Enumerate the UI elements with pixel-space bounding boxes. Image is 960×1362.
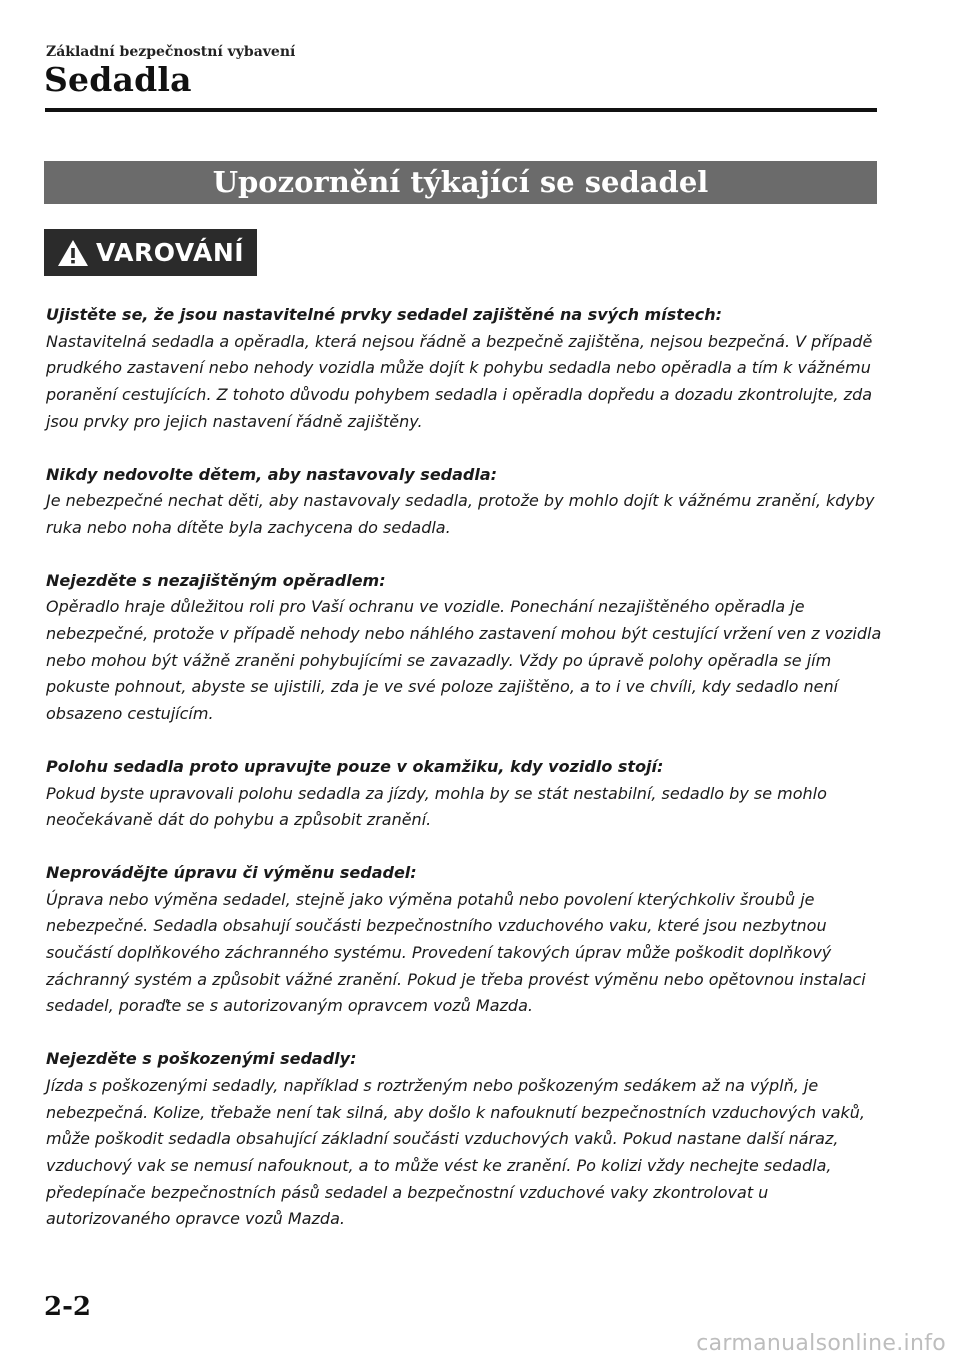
page-title: Sedadla [44,60,192,99]
warning-item-body: Je nebezpečné nechat děti, aby nastavovaly sedadla, protože by mohlo dojít k vážnému zranění, kdyby ruka nebo noha dítěte byla zachycena do sedadla. [46,491,875,537]
warning-item-heading: Neprovádějte úpravu či výměnu sedadel: [46,862,417,882]
warning-item-body: Úprava nebo výměna sedadel, stejně jako výměna potahů nebo povolení kterýchkoliv šroubů je nebezpečné. Sedadla obsahují součásti bezpečnostního vzduchového vaku, které jsou nezbytnou součástí doplňkového záchranného systému. Provedení takových úprav může poškodit doplňkový záchranný systém a způsobit vážné zranění. Pokud je třeba provést výměnu nebo opětovnou instalaci sedadel, poraďte se s autorizovaným opravcem vozů Mazda. [46,889,866,1016]
warning-item [46,568,886,728]
warning-item-heading: Ujistěte se, že jsou nastavitelné prvky sedadel zajištěné na svých místech: [46,305,722,324]
warning-content [46,302,886,1259]
warning-item [46,860,886,1020]
warning-item-heading: Polohu sedadla proto upravujte pouze v okamžiku, kdy vozidlo stojí: [46,756,664,776]
warning-item [46,754,886,834]
warning-item-body: Nastavitelná sedadla a opěradla, která nejsou řádně a bezpečně zajištěna, nejsou bezpečná. V případě prudkého zastavení nebo nehody vozidla může dojít k pohybu sedadla nebo opěradla a tím k vážnému poranění cestujících. Z tohoto důvodu pohybem sedadla i opěradla dopředu a dozadu zkontrolujte, zda jsou prvky pro jejich nastavení řádně zajištěny. [46,331,873,431]
warning-item [46,302,886,436]
header-divider [45,108,877,112]
warning-badge [44,229,257,276]
warning-item-heading: Nejezděte s nezajištěným opěradlem: [46,570,386,590]
watermark: carmanualsonline.info [696,1331,946,1356]
warning-label: VAROVÁNÍ [96,238,245,267]
page-number: 2-2 [44,1292,91,1322]
warning-item-body: Pokud byste upravovali polohu sedadla za jízdy, mohla by se stát nestabilní, sedadlo by se mohlo neočekávaně dát do pohybu a způsobit zranění. [46,783,827,830]
header-section-label: Základní bezpečnostní vybavení [46,44,296,60]
section-banner: Upozornění týkající se sedadel [44,161,877,204]
warning-item-body: Jízda s poškozenými sedadly, například s roztrženým nebo poškozeným sedákem až na výplň, je nebezpečná. Kolize, třebaže není tak silná, aby došlo k nafouknutí bezpečnostních vzduchových vaků, může poškodit sedadla obsahující základní součásti vzduchových vaků. Pokud nastane další náraz, vzduchový vak se nemusí nafouknout, a to může vést ke zranění. Po kolizi vždy nechejte sedadla, předepínače bezpečnostních pásů sedadel a bezpečnostní vzduchové vaky zkontrolovat u autorizovaného opravce vozů Mazda. [46,1075,866,1229]
warning-item-body: Opěradlo hraje důležitou roli pro Vaší ochranu ve vozidle. Ponechání nezajištěného opěradla je nebezpečné, protože v případě nehody nebo náhlého zastavení mohou být cestující vržení ven z vozidla nebo mohou být vážně zraněni pohybujícími se zavazadly. Vždy po úpravě polohy opěradla se jím pokuste pohnout, abyste se ujistili, zda je ve své poloze zajištěno, a to i ve chvíli, kdy sedadlo není obsazeno cestujícím. [46,597,882,724]
warning-triangle-icon [56,238,90,268]
warning-item-heading: Nikdy nedovolte dětem, aby nastavovaly sedadla: [46,464,498,484]
warning-item-heading: Nejezděte s poškozenými sedadly: [46,1049,357,1069]
warning-item [46,1046,886,1233]
warning-item [46,462,886,542]
